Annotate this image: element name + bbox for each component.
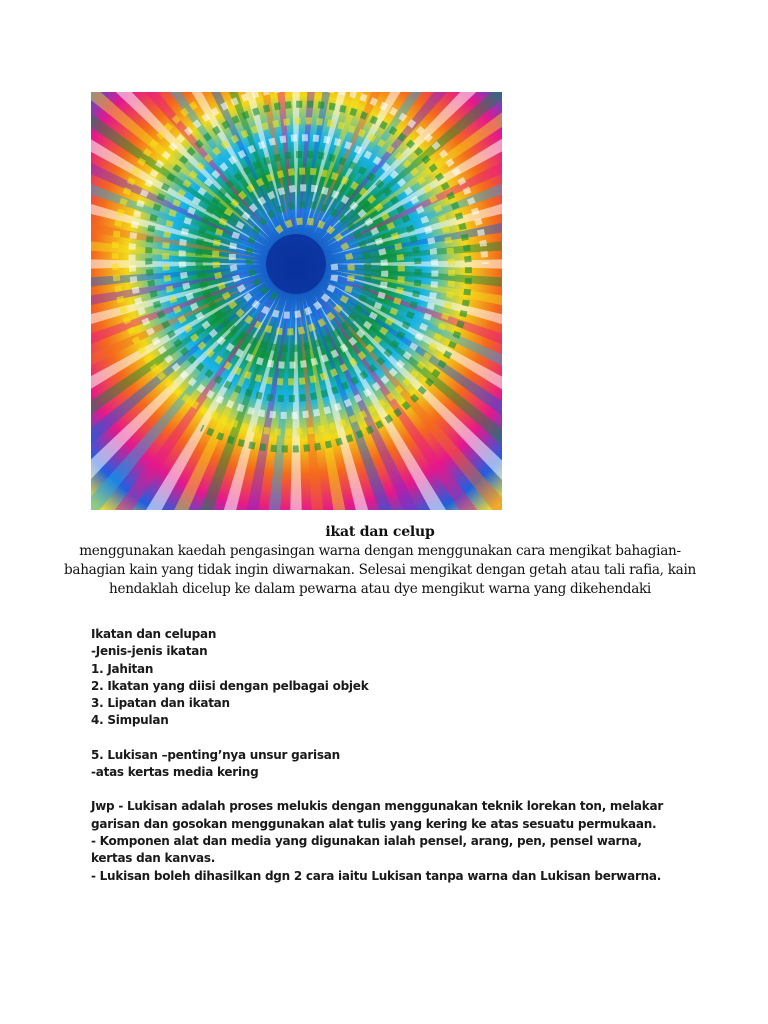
notes-heading: Ikatan dan celupan <box>91 627 217 641</box>
caption-description: menggunakan kaedah pengasingan warna dengan menggunakan cara mengikat bahagian-bahagian kain yang tidak ingin diwarnakan. Selesai mengikat dengan getah atau tali rafia, kain hendaklah dicelup ke dalam pewarna atau dye mengikut warna yang dikehendaki <box>64 543 696 597</box>
paragraph: Jwp - Lukisan adalah proses melukis dengan menggunakan teknik lorekan ton, melakar garisan dan gosokan menggunakan alat tulis yang kering ke atas sesuatu permukaan. <box>91 799 664 831</box>
caption-title: ikat dan celup <box>325 524 435 540</box>
paragraph: - Komponen alat dan media yang digunakan ialah pensel, arang, pen, pensel warna, kertas dan kanvas. <box>91 833 642 866</box>
spacer <box>91 730 671 747</box>
tie-dye-image <box>91 92 502 510</box>
image-caption <box>60 523 700 599</box>
spacer <box>91 781 671 798</box>
list-item: 4. Simpulan <box>91 713 169 728</box>
list-item: 1. Jahitan <box>91 661 154 676</box>
types-heading: -Jenis-jenis ikatan <box>91 644 208 659</box>
notes-section <box>91 626 671 885</box>
list-item: 3. Lipatan dan ikatan <box>91 696 230 711</box>
lukisan-subheading: -atas kertas media kering <box>91 765 259 780</box>
lukisan-heading: 5. Lukisan –penting’nya unsur garisan <box>91 747 340 762</box>
paragraph: - Lukisan boleh dihasilkan dgn 2 cara iaitu Lukisan tanpa warna dan Lukisan berwarna. <box>91 868 662 883</box>
list-item: 2. Ikatan yang diisi dengan pelbagai objek <box>91 678 369 693</box>
tie-dye-spiral-graphic <box>91 92 502 510</box>
